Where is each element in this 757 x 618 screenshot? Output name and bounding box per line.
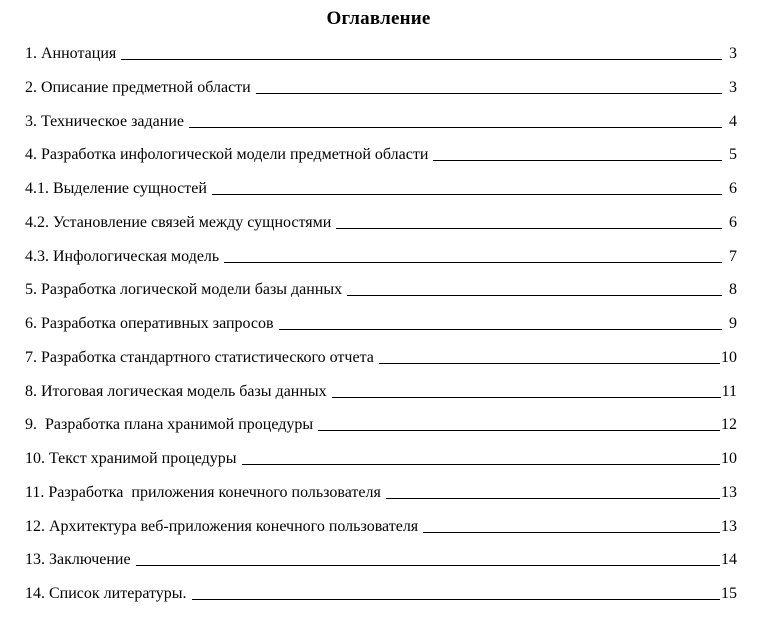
toc-entry-label: 14. Список литературы. <box>25 585 187 602</box>
toc-leader-line <box>121 59 722 60</box>
toc-entry-label: 11. Разработка приложения конечного пользователя <box>25 483 381 501</box>
table-of-contents <box>0 44 757 618</box>
toc-entry-page-number: 15 <box>721 585 737 602</box>
toc-entry-label: 2. Описание предметной области <box>25 78 251 96</box>
toc-entry-label: 9. Разработка плана хранимой процедуры <box>25 416 314 434</box>
toc-entry[interactable] <box>25 550 737 584</box>
toc-entry[interactable] <box>25 517 737 551</box>
toc-entry[interactable] <box>25 449 737 483</box>
toc-leader-line <box>336 228 722 229</box>
toc-entry-label: 4.1. Выделение сущностей <box>25 180 207 197</box>
toc-entry[interactable] <box>25 179 737 213</box>
toc-entry-page-number: 8 <box>729 281 737 299</box>
toc-entry-label: 4.2. Установление связей между сущностями <box>25 213 332 231</box>
toc-leader-line <box>224 262 722 263</box>
toc-leader-line <box>136 565 720 566</box>
toc-entry[interactable] <box>25 348 737 382</box>
toc-leader-line <box>386 498 720 499</box>
toc-entry-page-number: 12 <box>721 416 737 434</box>
toc-entry-page-number: 7 <box>729 247 737 265</box>
toc-entry[interactable] <box>25 247 737 281</box>
toc-leader-line <box>347 295 722 296</box>
toc-entry-page-number: 3 <box>729 78 737 96</box>
toc-entry[interactable] <box>25 112 737 146</box>
toc-leader-line <box>279 329 722 330</box>
toc-entry-label: 5. Разработка логической модели базы данных <box>25 281 343 299</box>
toc-leader-line <box>256 93 722 94</box>
toc-entry[interactable] <box>25 584 737 618</box>
toc-entry-label: 12. Архитектура веб-приложения конечного пользователя <box>25 517 419 535</box>
toc-entry[interactable] <box>25 483 737 517</box>
toc-leader-line <box>192 599 720 600</box>
toc-entry-label: 4.3. Инфологическая модель <box>25 247 220 265</box>
toc-leader-line <box>379 363 720 364</box>
toc-entry-page-number: 9 <box>729 315 737 332</box>
toc-entry[interactable] <box>25 44 737 78</box>
toc-leader-line <box>189 127 722 128</box>
toc-entry-label: 13. Заключение <box>25 551 131 569</box>
toc-entry-page-number: 13 <box>721 483 737 501</box>
toc-entry-page-number: 3 <box>729 45 737 62</box>
toc-entry[interactable] <box>25 280 737 314</box>
toc-entry[interactable] <box>25 415 737 449</box>
toc-leader-line <box>433 160 722 161</box>
toc-entry-page-number: 14 <box>721 551 737 569</box>
toc-entry-page-number: 11 <box>721 382 737 400</box>
toc-entry[interactable] <box>25 382 737 416</box>
toc-entry-label: 3. Техническое задание <box>25 112 184 130</box>
toc-entry[interactable] <box>25 78 737 112</box>
toc-entry-page-number: 6 <box>729 213 737 231</box>
toc-entry-label: 4. Разработка инфологической модели предметной области <box>25 146 429 164</box>
toc-entry-page-number: 4 <box>729 112 737 130</box>
toc-entry[interactable] <box>25 213 737 247</box>
toc-entry-label: 6. Разработка оперативных запросов <box>25 315 274 332</box>
toc-leader-line <box>212 194 722 195</box>
toc-entry-label: 1. Аннотация <box>25 45 117 62</box>
toc-entry-page-number: 13 <box>721 517 737 535</box>
toc-entry-page-number: 5 <box>729 146 737 164</box>
toc-entry-page-number: 10 <box>721 450 737 467</box>
toc-leader-line <box>242 464 720 465</box>
toc-leader-line <box>332 397 721 398</box>
toc-entry-label: 8. Итоговая логическая модель базы данных <box>25 382 327 400</box>
toc-entry-label: 7. Разработка стандартного статистического отчета <box>25 348 374 366</box>
toc-entry-page-number: 10 <box>721 348 737 366</box>
toc-entry-page-number: 6 <box>729 180 737 197</box>
toc-entry[interactable] <box>25 145 737 179</box>
page-title: Оглавление <box>326 8 431 29</box>
toc-leader-line <box>423 532 720 533</box>
toc-entry-label: 10. Текст хранимой процедуры <box>25 450 237 467</box>
toc-leader-line <box>318 430 720 431</box>
toc-entry[interactable] <box>25 314 737 348</box>
